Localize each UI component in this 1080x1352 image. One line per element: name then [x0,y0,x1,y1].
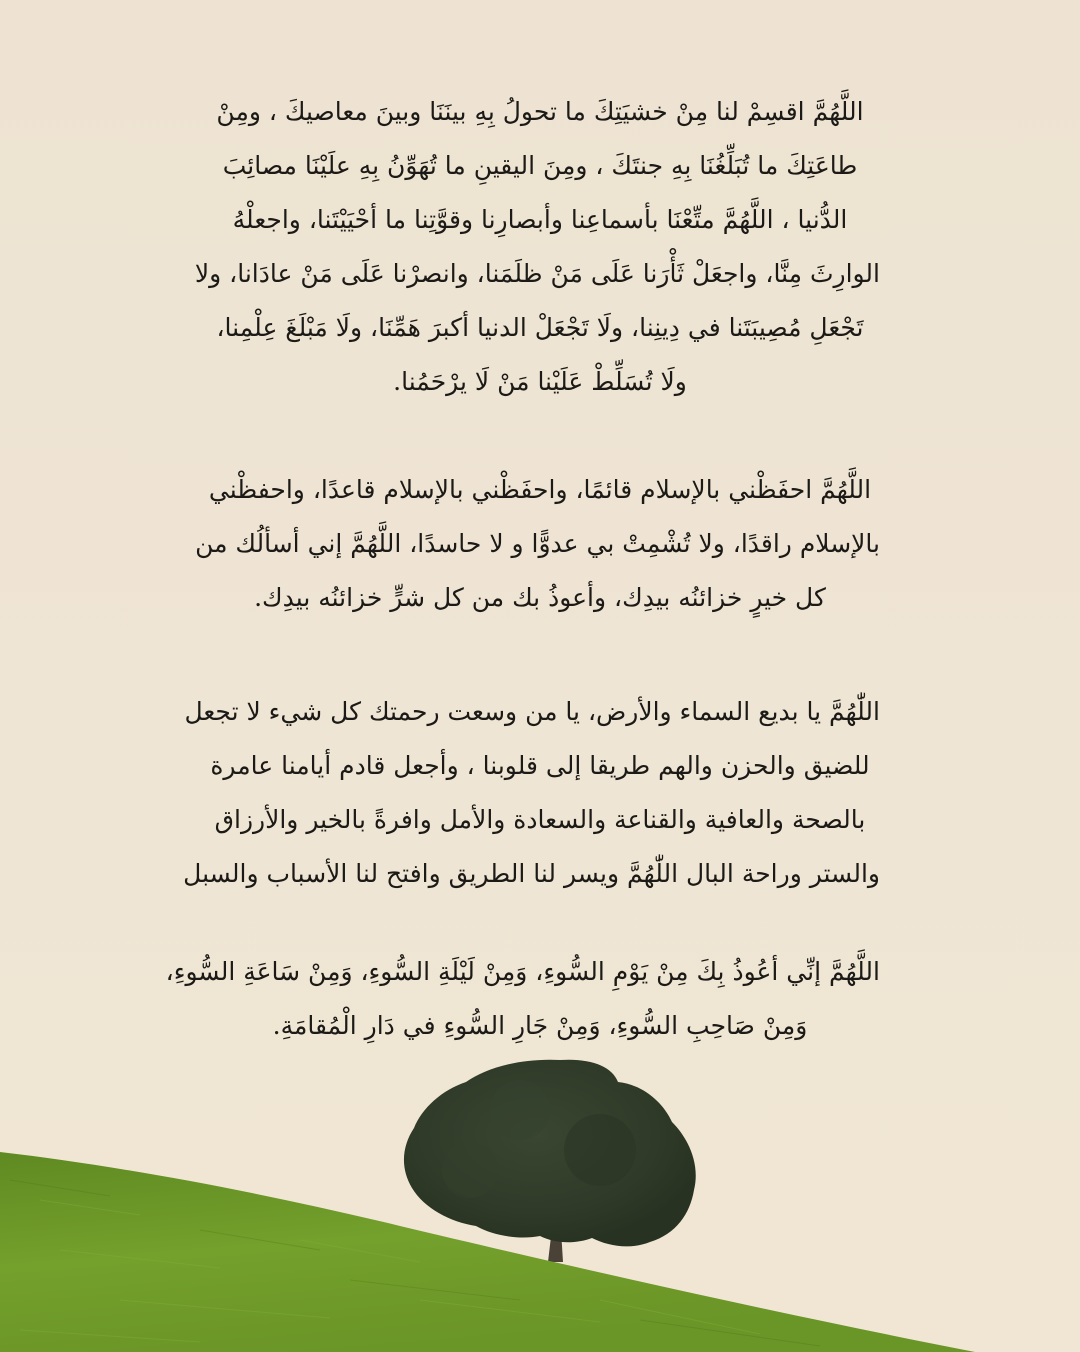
dua-paragraph-4 [165,945,880,1053]
text-line: كل خيرٍ خزائنُه بيدِك، وأعوذُ بك من كل شرٍّ خزائنُه بيدِك. [254,583,826,612]
text-line: تَجْعَلِ مُصِيبَتَنا في دِينِنا، ولَا تَجْعَلْ الدنيا أكبرَ هَمِّنَا، ولَا مَبْلَغَ عِلْمِنا، [216,313,864,342]
text-line: للضيق والحزن والهم طريقا إلى قلوبنا ، وأجعل قادم أيامنا عامرة [210,751,870,780]
text-line: الدُّنيا ، اللَّهُمَّ متِّعْنَا بأسماعِنا وأبصارِنا وقوَّتِنا ما أحْيَيْتَنا، واجعلْهُ [232,205,848,234]
text-line: بالإسلام راقدًا، ولا تُشْمِتْ بي عدوًّا و لا حاسدًا، اللَّهُمَّ إني أسألُك من [195,529,880,558]
text-line: اللَّهُمَّ احفَظْني بالإسلام قائمًا، واحفَظْني بالإسلام قاعدًا، واحفظْني [208,475,872,504]
dua-paragraph-3 [183,685,880,901]
text-line: ولَا تُسَلِّطْ عَلَيْنا مَنْ لَا يرْحَمُنا. [393,367,687,396]
text-line: اللّٰهُمَّ يا بديع السماء والأرض، يا من وسعت رحمتك كل شيء لا تجعل [184,697,880,726]
hill-tree-illustration [0,1040,1080,1352]
text-line: الوارِثَ مِنَّا، واجعَلْ ثَأْرَنا عَلَى مَنْ ظلَمَنا، وانصرْنا عَلَى مَنْ عادَانا، ولا [194,259,880,288]
dua-paragraph-1 [194,85,880,409]
tree-icon [404,1060,696,1262]
text-line: اللَّهُمَّ اقسِمْ لنا مِنْ خشيَتِكَ ما تحولُ بِهِ بينَنَا وبينَ معاصيكَ ، ومِنْ [216,97,864,126]
text-line: اللَّهُمَّ إنِّي أعُوذُ بِكَ مِنْ يَوْمِ السُّوءِ، وَمِنْ لَيْلَةِ السُّوءِ، وَمِنْ سَاعَةِ السُّوءِ، [165,957,880,986]
dua-text-block [165,0,880,1060]
text-line: وَمِنْ صَاحِبِ السُّوءِ، وَمِنْ جَارِ السُّوءِ في دَارِ الْمُقامَةِ. [272,1011,808,1040]
dua-paragraph-2 [195,463,880,625]
text-line: بالصحة والعافية والقناعة والسعادة والأمل وافرةً بالخير والأرزاق [214,805,866,834]
text-line: والستر وراحة البال اللّٰهُمَّ ويسر لنا الطريق وافتح لنا الأسباب والسبل [183,859,880,888]
text-line: طاعَتِكَ ما تُبَلِّغُنَا بِهِ جنتَكَ ، ومِنَ اليقينِ ما تُهَوِّنُ بِهِ علَيْنَا مصائِبَ [222,151,858,180]
